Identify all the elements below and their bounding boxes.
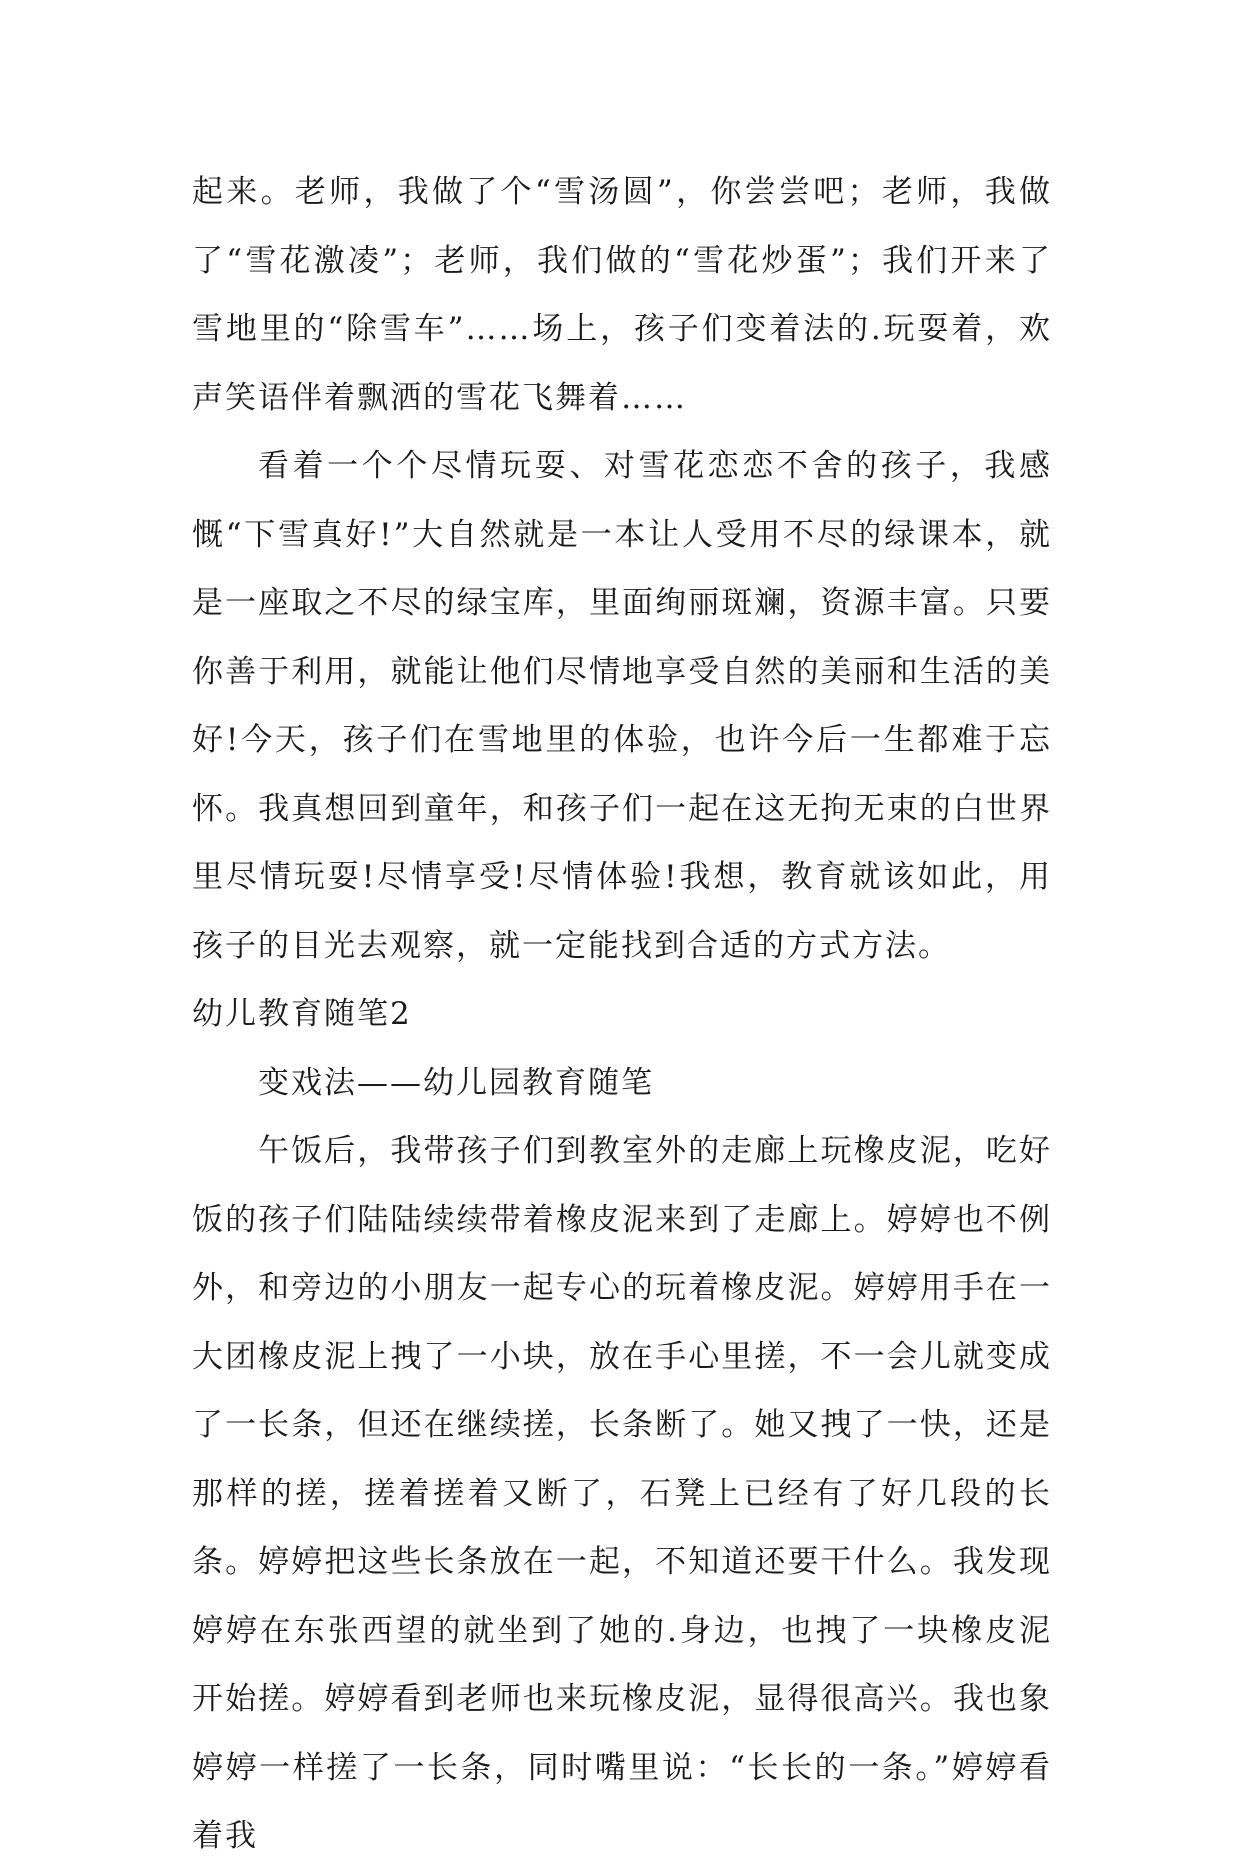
section-heading: 幼儿教育随笔2 — [192, 996, 412, 1032]
paragraph-plasticine: 午饭后，我带孩子们到教室外的走廊上玩橡皮泥，吃好饭的孩子们陆陆续续带着橡皮泥来到了走廊上。婷婷也不例外，和旁边的小朋友一起专心的玩着橡皮泥。婷婷用手在一大团橡皮泥上拽了一小块，放在手心里搓，不一会儿就变成了一长条，但还在继续搓，长条断了。她又拽了一快，还是那样的搓，搓着搓着又断了，石凳上已经有了好几段的长条。婷婷把这些长条放在一起，不知道还要干什么。我发现婷婷在东张西望的就坐到了她的.身边，也拽了一块橡皮泥开始搓。婷婷看到老师也来玩橡皮泥，显得很高兴。我也象婷婷一样搓了一长条，同时嘴里说：“长长的一条。”婷婷看着我 — [192, 1133, 1052, 1854]
paragraph-reflection: 看着一个个尽情玩耍、对雪花恋恋不舍的孩子，我感慨“下雪真好!”大自然就是一本让人受用不尽的绿课本，就是一座取之不尽的绿宝库，里面绚丽斑斓，资源丰富。只要你善于利用，就能让他们尽情地享受自然的美丽和生活的美好!今天，孩子们在雪地里的体验，也许今后一生都难于忘怀。我真想回到童年，和孩子们一起在这无拘无束的白世界里尽情玩耍!尽情享受!尽情体验!我想，教育就该如此，用孩子的目光去观察，就一定能找到合适的方式方法。 — [192, 448, 1052, 964]
section-subtitle: 变戏法——幼儿园教育随笔 — [258, 1064, 654, 1101]
document-body — [192, 158, 1052, 1871]
paragraph-snow-play: 起来。老师，我做了个“雪汤圆”，你尝尝吧；老师，我做了“雪花激凌”；老师，我们做的“雪花炒蛋”；我们开来了雪地里的“除雪车”……场上，孩子们变着法的.玩耍着，欢声笑语伴着飘洒的雪花飞舞着…… — [192, 174, 1052, 416]
